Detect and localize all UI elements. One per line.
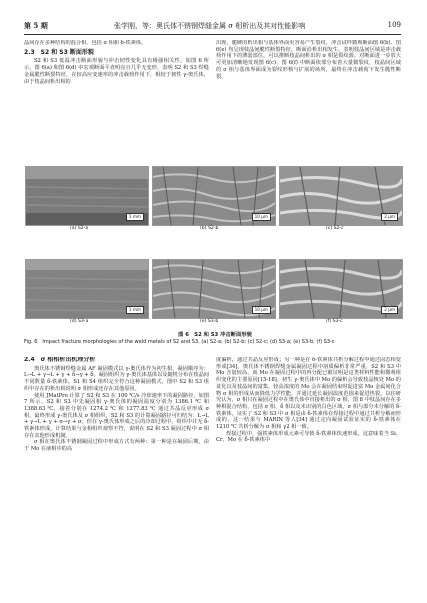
panel-label-d: (d) S3-a [70, 319, 89, 324]
scale-bar: 2 μm [381, 306, 398, 314]
bottom-left-column [24, 357, 209, 589]
figure-panel-f [279, 259, 403, 319]
section-heading-2-4: 2.4 σ 相相析出机理分析 [24, 357, 96, 363]
scale-bar: 1 mm [126, 213, 144, 221]
panel-label-c: (c) S2-c [326, 226, 344, 231]
panel-label-f: (f) S3-c [326, 319, 343, 324]
paragraph: 度偏析，通过共晶反应形成；另一种是在 δ-铁素体共析分解过程中通过固态相变形成[34]。奥氏体不锈钢焊缝金属凝固过程中溶质偏析非常严重，S2 和 S3 中 Mo 含量较高，而 Mo 在凝固过程中的再分配已被证明是这类材料性能和微观组织变化的主要原因[15-18]。初生 γ-奥氏体中 Mo 的偏析会导致枝晶核处 Mo 的贫化以及枝晶间的富集，较高浓度的 Mo 会在凝固结束时促进富 Mo 金属间化合物 σ 相的形成从而降低力学性能，并通过延长凝固温度范围来促进热裂。以往研究认为，σ 相只在凝固过程中在奥氏体中直接析出的 σ 相，图 8 中枝晶间存在多种相混合结构，包括 σ 相、δ 相以及未识别的白色区域，σ 相与部分未分解的 δ-铁素体，证实了 S2 和 S3 中 σ 相是由 δ-铁素体在焊接过程中通过共析分解而形成的。这一结果与 MARIN 等人[34] 通过定向凝固试验证实的 δ-铁素体在 1210 ℃ 共析分解为 σ 相和 γ2 相一致。 [216, 357, 401, 431]
paragraph: 奥氏体不锈钢焊缝金属 AF 凝固模式以 γ-奥氏体作为初生相，凝固顺序为：L→L + γ→L + γ + δ→γ + δ。凝固组织为 γ-奥氏体基体以及随机分布在枝晶间不同数量 δ-铁素体。S1 和 S4 组织完全符合这种凝固模式，图中 S2 和 S3 组织中存在的析出相说明 σ 相形成还存在其他原因。 [24, 365, 209, 392]
paragraph: σ 相在奥氏体不锈钢凝固过程中形成方式有两种：第一种是在凝固后期，由于 Mo 在液相中的高 [24, 439, 209, 453]
figure-caption-en: Fig. 6 Impact fracture morphologies of the weld metals of S2 and S3. (a) S2-a; (b) S2-b; (c) S2-c; (d) S3-a; (e) S3-b; (f) S3-c [24, 339, 335, 345]
scale-bar: 10 μm [252, 213, 271, 221]
bottom-right-column [216, 357, 401, 589]
paragraph: 出现，脆硬的析出相与基体界面更容易产生裂纹，冲击试样微观断面图 6(b)、图 6(e) 均呈现枝晶间脆性断裂特征，断面沿析出相发生，表明枝晶间区域是冲击载荷作用下的薄弱部位，可以推断枝晶间析出的 σ 相是裂纹源。对断面进一步放大可更加清晰地发现图 6(c)、图 6(f) 中断面依部分布着大量微裂纹，枝晶间区域的 σ 相与基体界面成为裂纹形核与扩展的场所，最终在冲击载荷下发生脆性断裂。 [216, 40, 401, 80]
running-title: 张学刚，等：奥氏体不锈钢焊缝金属 σ 相析出及其对性能影响 [114, 22, 306, 30]
section-heading-2-3: 2.3 S2 和 S3 断面形貌 [24, 48, 94, 56]
header-rule [24, 34, 401, 35]
continued-line: 晶间存在多种结构的混合相，包括 σ 相和 δ-铁素体。 [24, 40, 147, 46]
page-number: 109 [387, 21, 401, 29]
figure-panel-b [152, 166, 276, 226]
scale-bar: 10 μm [252, 306, 271, 314]
paragraph: 焊接过程中，强铁素体形成元素可导致 δ-铁素体快速形成，这意味着当 Si、Cr、Mo 在 δ-铁素体中 [216, 430, 401, 444]
scale-bar: 1 mm [126, 306, 144, 314]
running-header [24, 21, 401, 33]
figure-panel-d [25, 259, 149, 319]
issue-number: 第 5 期 [24, 21, 48, 30]
panel-label-b: (b) S2-b [200, 226, 219, 231]
figure-panel-a [25, 166, 149, 226]
panel-label-e: (e) S3-b [200, 319, 219, 324]
figure-panel-e [152, 259, 276, 319]
scale-bar: 2 μm [381, 213, 398, 221]
paragraph: 使用 JMatPro 计算了 S2 和 S3 在 100 ℃/s 冷却速率下的凝固路径，如图 7 所示。S2 和 S3 中先凝固相 γ-奥氏体的凝固温度分别为 1386.1 ℃ 和 1388.63 ℃，接着分别在 1274.2 ℃ 和 1277.83 ℃ 通过共晶反应形成 σ 相，最终形成 γ-奥氏体及 σ 相组织，S2 和 S3 的计算凝固路径可归结为：L→L + γ→L + γ + σ→γ + σ。但在 γ-奥氏体形成之后的冷却过程中，组织中并无 δ-铁素体形成，计算结果与金相组织观察不符，说明在 S2 和 S3 凝固过程中 σ 相存在其他形成机制。 [24, 392, 209, 439]
paragraph: S2 和 S3 低温冲击断面形貌与冲击韧性变化具有极强相关性，如图 6 所示。图 6(a) 和图 6(d) 中宏观断面平直明亮且几乎无变形，表明 S2 和 S3 焊缝金属脆性断裂特征，在较高应变速率的冲击载荷作用下，相较于韧性 γ-奥氏体，由于枝晶间析出相的 [24, 58, 209, 85]
panel-label-a: (a) S2-a [70, 226, 89, 231]
figure-panel-c [279, 166, 403, 226]
top-right-column [216, 40, 401, 162]
figure-caption-cn: 图 6 S2 和 S3 冲击断面形貌 [178, 332, 252, 338]
top-left-column [24, 40, 209, 162]
